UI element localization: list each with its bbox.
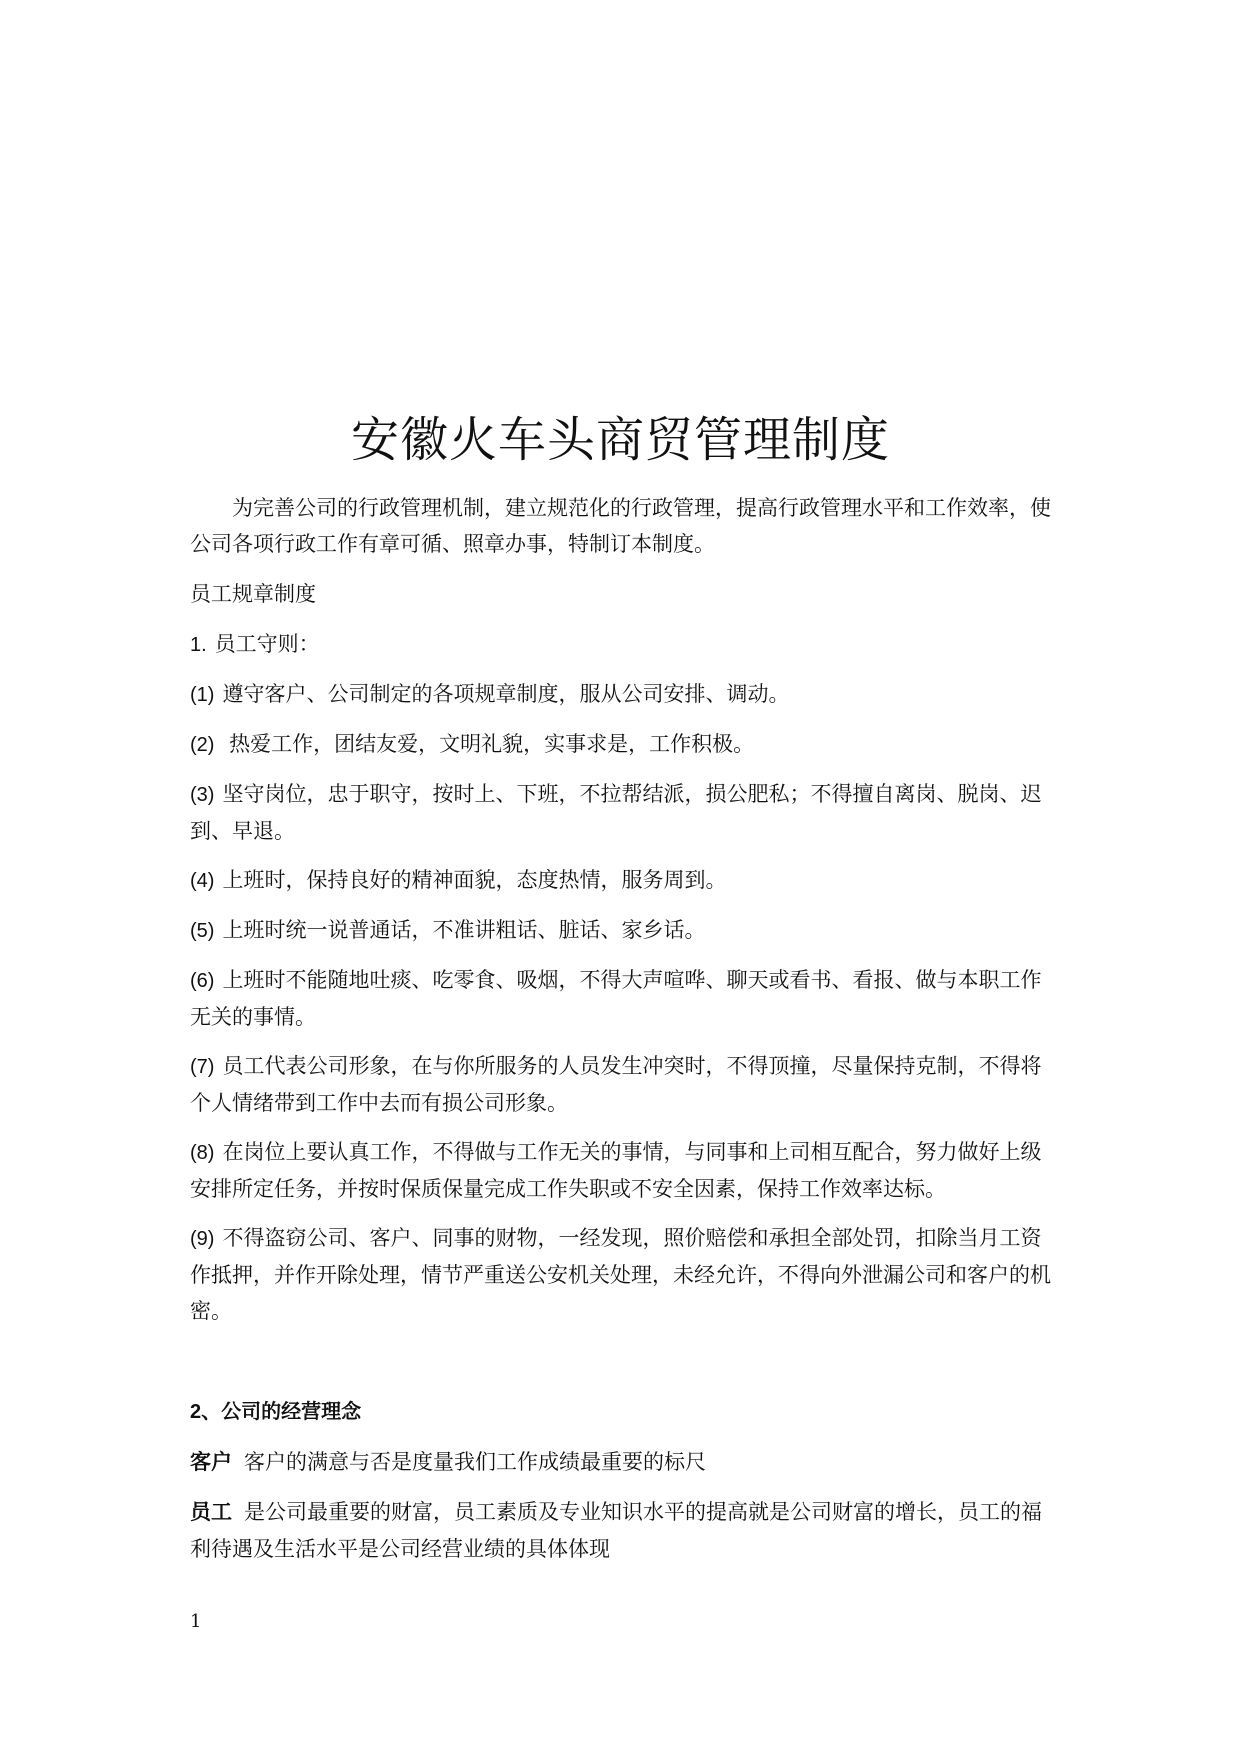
concept-label: 客户 <box>190 1451 232 1474</box>
rule-number: (4) <box>190 870 215 892</box>
rule-text: 坚守岗位，忠于职守，按时上、下班，不拉帮结派，损公肥私；不得擅自离岗、脱岗、迟到、早退。 <box>190 782 1042 843</box>
rule-number: (9) <box>190 1228 215 1250</box>
rule-number: (3) <box>190 784 215 806</box>
rule-item <box>190 912 1052 949</box>
rule-number: (5) <box>190 920 215 942</box>
rule-number: (1) <box>190 684 215 706</box>
concept-item <box>190 1494 1052 1567</box>
rule-text: 不得盗窃公司、客户、同事的财物，一经发现，照价赔偿和承担全部处罚，扣除当月工资作抵押，并作开除处理，情节严重送公安机关处理，未经允许，不得向外泄漏公司和客户的机密。 <box>190 1226 1051 1323</box>
subsection-heading-code-of-conduct <box>190 626 1052 663</box>
rule-text: 员工代表公司形象，在与你所服务的人员发生冲突时，不得顶撞，尽量保持克制，不得将个人情绪带到工作中去而有损公司形象。 <box>190 1054 1042 1115</box>
rule-text: 在岗位上要认真工作，不得做与工作无关的事情，与同事和上司相互配合，努力做好上级安排所定任务，并按时保质保量完成工作失职或不安全因素，保持工作效率达标。 <box>190 1140 1042 1201</box>
rule-item <box>190 862 1052 899</box>
rule-number: (2) <box>190 734 215 756</box>
concept-text: 是公司最重要的财富，员工素质及专业知识水平的提高就是公司财富的增长，员工的福利待遇及生活水平是公司经营业绩的具体体现 <box>190 1500 1042 1561</box>
rule-text: 上班时不能随地吐痰、吃零食、吸烟，不得大声喧哗、聊天或看书、看报、做与本职工作无关的事情。 <box>190 968 1042 1029</box>
subsection-number: 1. <box>190 634 207 656</box>
document-title: 安徽火车头商贸管理制度 <box>350 412 890 468</box>
rule-number: (6) <box>190 970 215 992</box>
concept-label: 员工 <box>190 1501 232 1524</box>
section-heading-business-philosophy: 2、公司的经营理念 <box>190 1401 362 1423</box>
intro-paragraph: 为完善公司的行政管理机制，建立规范化的行政管理，提高行政管理水平和工作效率，使公司各项行政工作有章可循、照章办事，特制订本制度。 <box>190 496 1051 556</box>
rule-item <box>190 962 1052 1035</box>
rule-item <box>190 676 1052 713</box>
rule-item <box>190 726 1052 763</box>
rule-text: 上班时，保持良好的精神面貌，态度热情，服务周到。 <box>222 868 727 892</box>
rule-text: 上班时统一说普通话，不准讲粗话、脏话、家乡话。 <box>222 918 706 942</box>
rule-item <box>190 776 1052 849</box>
rule-text: 热爱工作，团结友爱，文明礼貌，实事求是，工作积极。 <box>222 732 755 756</box>
rule-text: 遵守客户、公司制定的各项规章制度，服从公司安排、调动。 <box>222 682 790 706</box>
rule-number: (8) <box>190 1142 215 1164</box>
rule-number: (7) <box>190 1056 215 1078</box>
page-number: 1 <box>190 1611 202 1632</box>
subsection-title: 员工守则： <box>214 632 320 656</box>
concept-text: 客户的满意与否是度量我们工作成绩最重要的标尺 <box>244 1450 706 1474</box>
concept-item <box>190 1444 1052 1481</box>
rule-item <box>190 1048 1052 1121</box>
section-heading-staff-rules: 员工规章制度 <box>190 582 316 606</box>
rule-item <box>190 1134 1052 1207</box>
rule-item <box>190 1220 1052 1329</box>
